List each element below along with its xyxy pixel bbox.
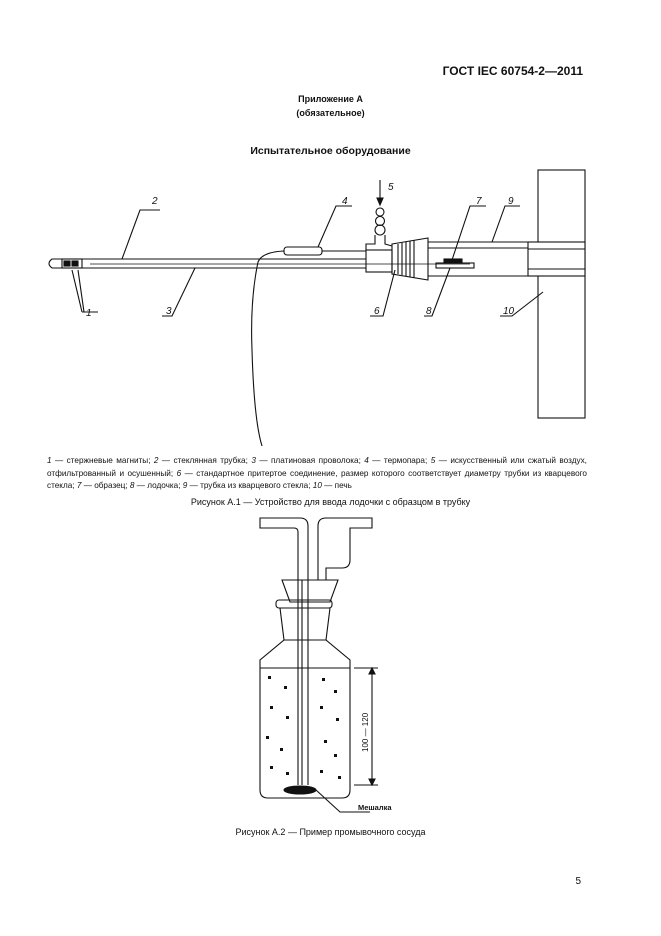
dimension-label: 100 — 120 bbox=[361, 712, 370, 752]
thermocouple bbox=[284, 247, 322, 255]
appendix-status: (обязательное) bbox=[296, 108, 365, 118]
stopper bbox=[282, 580, 338, 602]
label-2: 2 bbox=[152, 196, 158, 207]
standard-number: ГОСТ IEC 60754-2—2011 bbox=[442, 64, 583, 78]
label-4: 4 bbox=[342, 196, 348, 207]
figure1-legend: 1 — стержневые магниты; 2 — стеклянная трубка; 3 — платиновая проволока; 4 — термопара; 5 — искусственный или сжатый воздух, отфильтрованный и осушенный; 6 — стандартное притертое соединение, размер которого соответствует диаметру трубки из кварцевого стекла; 7 — образец; 8 — лодочка; 9 — трубка из кварцевого стекла; 10 — печь bbox=[47, 456, 587, 491]
figure1-caption: Рисунок А.1 — Устройство для ввода лодочки с образцом в трубку bbox=[190, 497, 471, 507]
quartz-tube-end bbox=[528, 242, 585, 276]
label-6: 6 bbox=[374, 306, 380, 317]
label-10: 10 bbox=[503, 306, 515, 317]
bubbles bbox=[266, 676, 341, 779]
label-3: 3 bbox=[166, 306, 172, 317]
stirrer-label: Мешалка bbox=[358, 803, 392, 812]
appendix-title: Приложение А bbox=[298, 94, 363, 104]
thermocouple-wire bbox=[252, 251, 284, 446]
inlet-tube bbox=[260, 518, 308, 580]
furnace bbox=[538, 170, 585, 418]
label-7: 7 bbox=[476, 196, 482, 207]
label-9: 9 bbox=[508, 196, 514, 207]
air-arrow-icon bbox=[377, 198, 383, 205]
section-title: Испытательное оборудование bbox=[250, 145, 411, 157]
label-5: 5 bbox=[388, 182, 394, 193]
sample bbox=[444, 259, 462, 263]
label-1: 1 bbox=[86, 308, 92, 319]
joint-head bbox=[366, 250, 392, 272]
figure2-caption: Рисунок А.2 — Пример промывочного сосуда bbox=[235, 827, 426, 837]
page-number: 5 bbox=[575, 876, 581, 887]
label-8: 8 bbox=[426, 306, 432, 317]
stirrer bbox=[284, 786, 316, 794]
